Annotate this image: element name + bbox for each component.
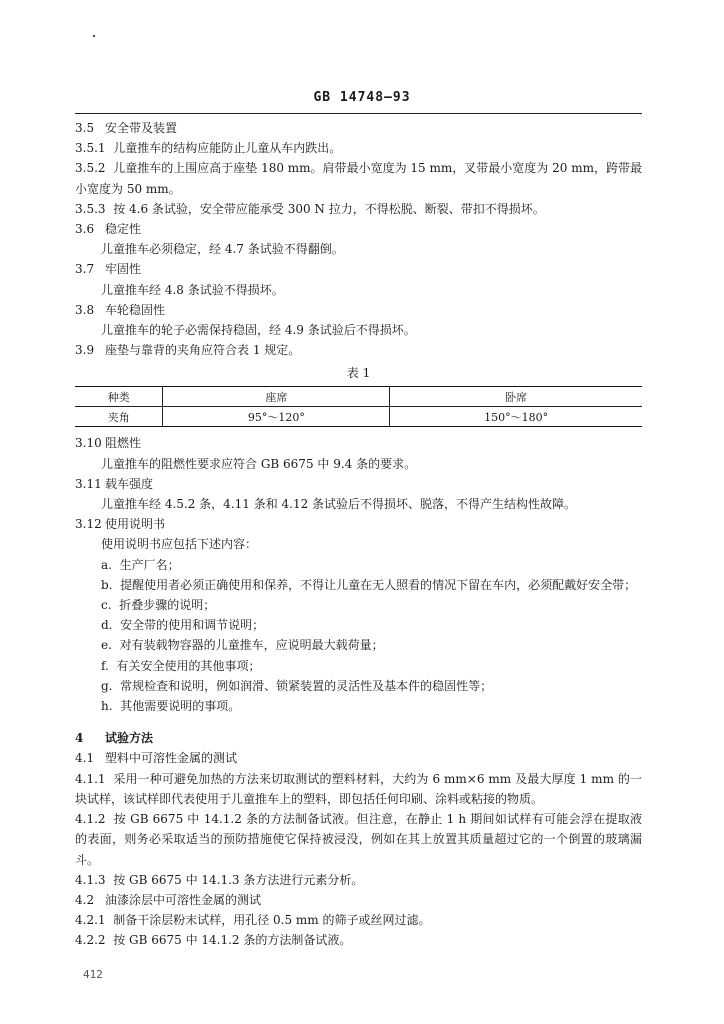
clause-4-2: 4.2 油漆涂层中可溶性金属的测试	[75, 892, 262, 907]
clause-3-11: 3.11 载车强度	[75, 476, 154, 491]
table-header-row	[75, 387, 642, 407]
clause-3-6: 3.6 稳定性	[75, 222, 142, 237]
table-header-cell: 座席	[163, 387, 390, 407]
page-number: 412	[83, 968, 103, 981]
clause-3-12: 3.12 使用说明书	[75, 517, 166, 532]
list-item: e. 对有装载物容器的儿童推车，应说明最大载荷量；	[101, 638, 384, 653]
table-caption: 表 1	[346, 366, 371, 381]
clause-3-7: 3.7 牢固性	[75, 262, 142, 277]
list-item: a. 生产厂名；	[101, 557, 180, 572]
clause-3-5-1: 3.5.1 儿童推车的结构应能防止儿童从车内跌出。	[75, 141, 342, 156]
clause-4-2-2: 4.2.2 按 GB 6675 中 14.1.2 条的方法制备试液。	[75, 933, 352, 948]
list-item: b. 提醒使用者必须正确使用和保养，不得让儿童在无人照看的情况下留在车内，必须配戴好安全带；	[101, 577, 637, 592]
document-body	[75, 118, 642, 951]
page-header: GB 14748—93	[313, 90, 411, 105]
clause-3-6-body: 儿童推车必须稳定，经 4.7 条试验不得翻倒。	[101, 242, 344, 257]
table-row	[75, 407, 642, 427]
clause-3-10: 3.10 阻燃性	[75, 436, 142, 451]
clause-3-5-3: 3.5.3 按 4.6 条试验，安全带应能承受 300 N 拉力，不得松脱、断裂、带扣不得损坏。	[75, 201, 545, 216]
clause-4-1-3: 4.1.3 按 GB 6675 中 14.1.3 条方法进行元素分析。	[75, 872, 364, 887]
header-rule	[75, 113, 642, 114]
clause-3-7-body: 儿童推车经 4.8 条试验不得损坏。	[101, 282, 284, 297]
clause-3-12-intro: 使用说明书应包括下述内容：	[101, 537, 258, 552]
clause-4-2-1: 4.2.1 制备干涂层粉末试样，用孔径 0.5 mm 的筛子或丝网过滤。	[75, 913, 431, 928]
angle-table	[75, 386, 642, 427]
clause-4-1-2: 4.1.2 按 GB 6675 中 14.1.2 条的方法制备试液。但注意，在静止 1 h 期间如试样有可能会浮在提取液的表面，则务必采取适当的预防措施使它保持被浸没，例如在其上放置其质量超过它的一个倒置的玻璃漏斗。	[75, 812, 642, 867]
table-header-cell: 卧席	[390, 387, 642, 407]
clause-3-5: 3.5 安全带及装置	[75, 121, 178, 135]
list-item: g. 常规检查和说明，例如润滑、锁紧装置的灵活性及基本件的稳固性等；	[101, 678, 493, 693]
table-cell: 150°～180°	[390, 407, 642, 427]
list-item: d. 安全带的使用和调节说明；	[101, 618, 265, 633]
table-cell: 95°～120°	[163, 407, 390, 427]
clause-3-8-body: 儿童推车的轮子必需保持稳固，经 4.9 条试验后不得损坏。	[101, 323, 416, 338]
clause-3-9: 3.9 座垫与靠背的夹角应符合表 1 规定。	[75, 343, 301, 358]
clause-4-1-1: 4.1.1 采用一种可避免加热的方法来切取测试的塑料材料，大约为 6 mm×6 mm 及最大厚度 1 mm 的一块试样，该试样即代表使用于儿童推车上的塑料，即包括任何印刷、涂料或粘接的物质。	[75, 771, 642, 806]
scan-speck	[93, 35, 95, 37]
clause-3-10-body: 儿童推车的阻燃性要求应符合 GB 6675 中 9.4 条的要求。	[101, 456, 417, 471]
clause-3-5-2: 3.5.2 儿童推车的上围应高于座垫 180 mm。肩带最小宽度为 15 mm，叉带最小宽度为 20 mm，跨带最小宽度为 50 mm。	[75, 161, 642, 196]
list-item: f. 有关安全使用的其他事项；	[101, 658, 261, 673]
list-item: h. 其他需要说明的事项。	[101, 699, 241, 714]
list-item: c. 折叠步骤的说明；	[101, 598, 216, 613]
section-4-heading: 4 试验方法	[75, 731, 154, 746]
clause-3-11-body: 儿童推车经 4.5.2 条，4.11 条和 4.12 条试验后不得损坏、脱落，不得产生结构性故障。	[101, 497, 577, 512]
table-cell: 夹角	[75, 407, 163, 427]
clause-3-8: 3.8 车轮稳固性	[75, 302, 166, 317]
table-header-cell: 种类	[75, 387, 163, 407]
clause-4-1: 4.1 塑料中可溶性金属的测试	[75, 751, 238, 766]
